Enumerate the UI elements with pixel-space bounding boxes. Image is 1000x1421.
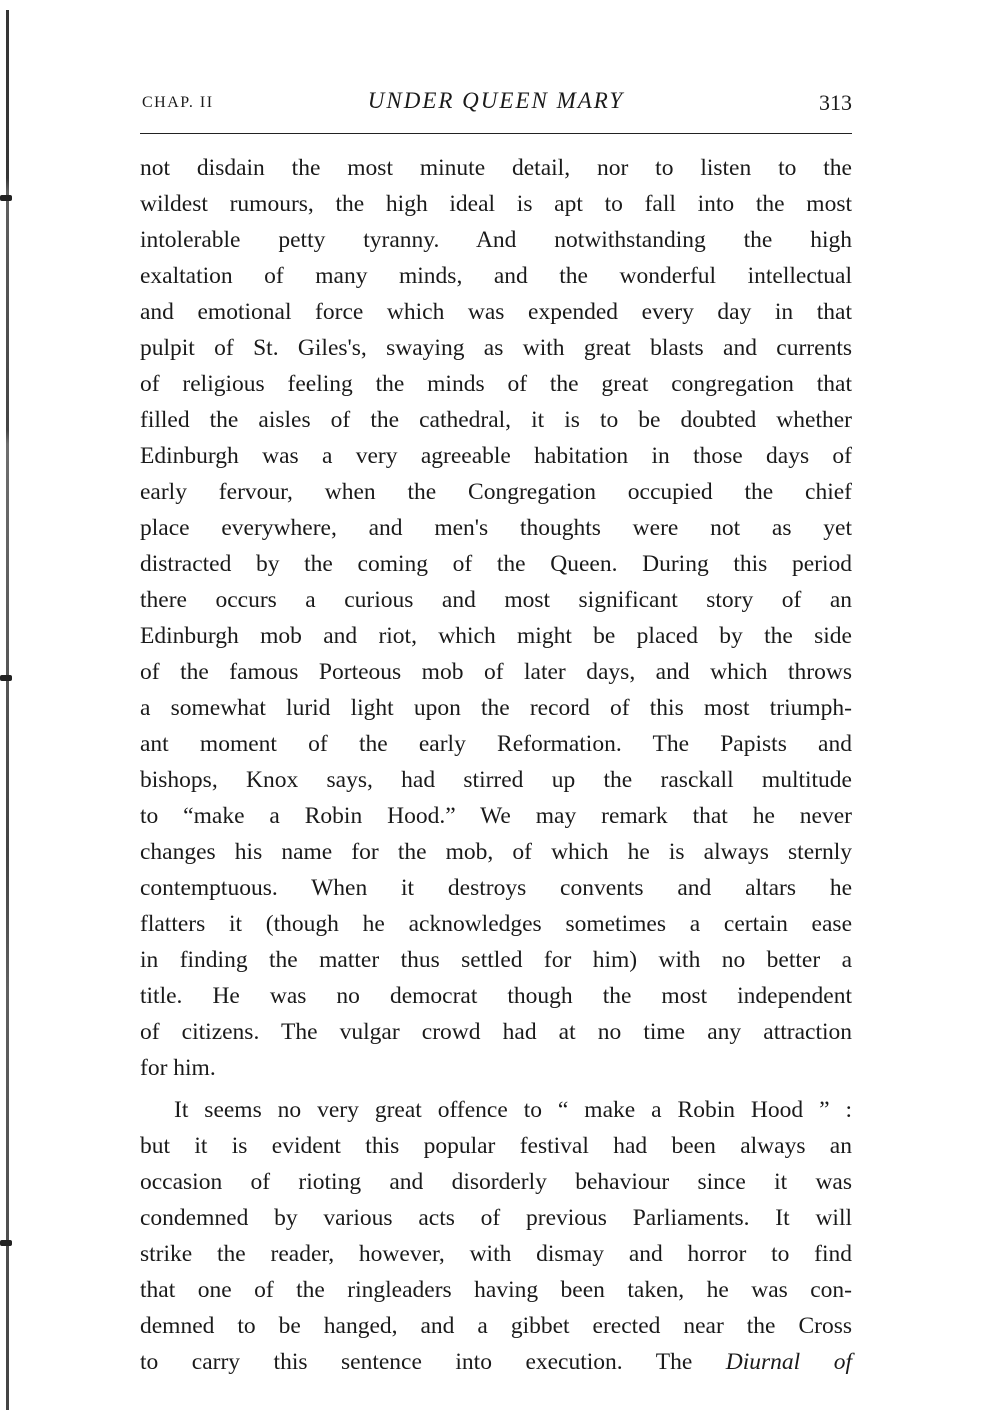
text-line: flatters it (though he acknowledges sometimes a certain ease	[140, 911, 852, 937]
page-number: 313	[819, 90, 852, 115]
text-line: of religious feeling the minds of the great congregation that	[140, 371, 852, 397]
text-line: wildest rumours, the high ideal is apt to fall into the most	[140, 191, 852, 217]
text-line: exaltation of many minds, and the wonderful intellectual	[140, 263, 852, 289]
text-line: contemptuous. When it destroys convents and altars he	[140, 875, 852, 901]
text-line: ant moment of the early Reformation. The Papists and	[140, 731, 852, 757]
chapter-label: CHAP. II	[142, 94, 214, 111]
binding-mark	[0, 675, 12, 681]
text-line: Edinburgh was a very agreeable habitation in those days of	[140, 443, 852, 469]
binding-edge	[6, 10, 9, 1410]
text-line: distracted by the coming of the Queen. During this period	[140, 551, 852, 577]
text-line: strike the reader, however, with dismay and horror to find	[140, 1241, 852, 1267]
header-rule	[140, 133, 852, 134]
paragraph-1	[140, 150, 852, 1086]
text-line: changes his name for the mob, of which he is always sternly	[140, 839, 852, 865]
text-line: in finding the matter thus settled for him) with no better a	[140, 947, 852, 973]
binding-mark	[0, 1240, 12, 1246]
paragraph-2	[140, 1092, 852, 1344]
text-line: occasion of rioting and disorderly behaviour since it was	[140, 1169, 852, 1195]
italic-title: Diurnal of	[725, 1349, 852, 1375]
running-header	[140, 88, 852, 128]
text-line: and emotional force which was expended every day in that	[140, 299, 852, 325]
text-line: of citizens. The vulgar crowd had at no time any attraction	[140, 1019, 852, 1045]
page-body	[140, 150, 852, 1380]
text-line: place everywhere, and men's thoughts were not as yet	[140, 515, 852, 541]
text-line: It seems no very great offence to “ make a Robin Hood ” :	[174, 1097, 852, 1123]
text-line: Edinburgh mob and riot, which might be placed by the side	[140, 623, 852, 649]
text-line	[140, 1344, 852, 1380]
text-line: for him.	[140, 1055, 216, 1081]
text-line: condemned by various acts of previous Parliaments. It will	[140, 1205, 852, 1231]
text-line: not disdain the most minute detail, nor to listen to the	[140, 155, 852, 181]
text-line: title. He was no democrat though the most independent	[140, 983, 852, 1009]
text-line: pulpit of St. Giles's, swaying as with great blasts and currents	[140, 335, 852, 361]
running-title: UNDER QUEEN MARY	[367, 88, 625, 113]
final-line-text: to carry this sentence into execution. The	[140, 1349, 726, 1375]
text-line: filled the aisles of the cathedral, it is to be doubted whether	[140, 407, 852, 433]
text-line: that one of the ringleaders having been taken, he was con-	[140, 1277, 852, 1303]
text-line: to “make a Robin Hood.” We may remark that he never	[140, 803, 852, 829]
text-line: early fervour, when the Congregation occupied the chief	[140, 479, 852, 505]
binding-mark	[0, 195, 12, 201]
text-line: but it is evident this popular festival had been always an	[140, 1133, 852, 1159]
text-line: demned to be hanged, and a gibbet erected near the Cross	[140, 1313, 852, 1339]
text-line: a somewhat lurid light upon the record of this most triumph-	[140, 695, 852, 721]
text-line: bishops, Knox says, had stirred up the rasckall multitude	[140, 767, 852, 793]
text-line: of the famous Porteous mob of later days, and which throws	[140, 659, 852, 685]
text-line: there occurs a curious and most significant story of an	[140, 587, 852, 613]
text-line: intolerable petty tyranny. And notwithstanding the high	[140, 227, 852, 253]
